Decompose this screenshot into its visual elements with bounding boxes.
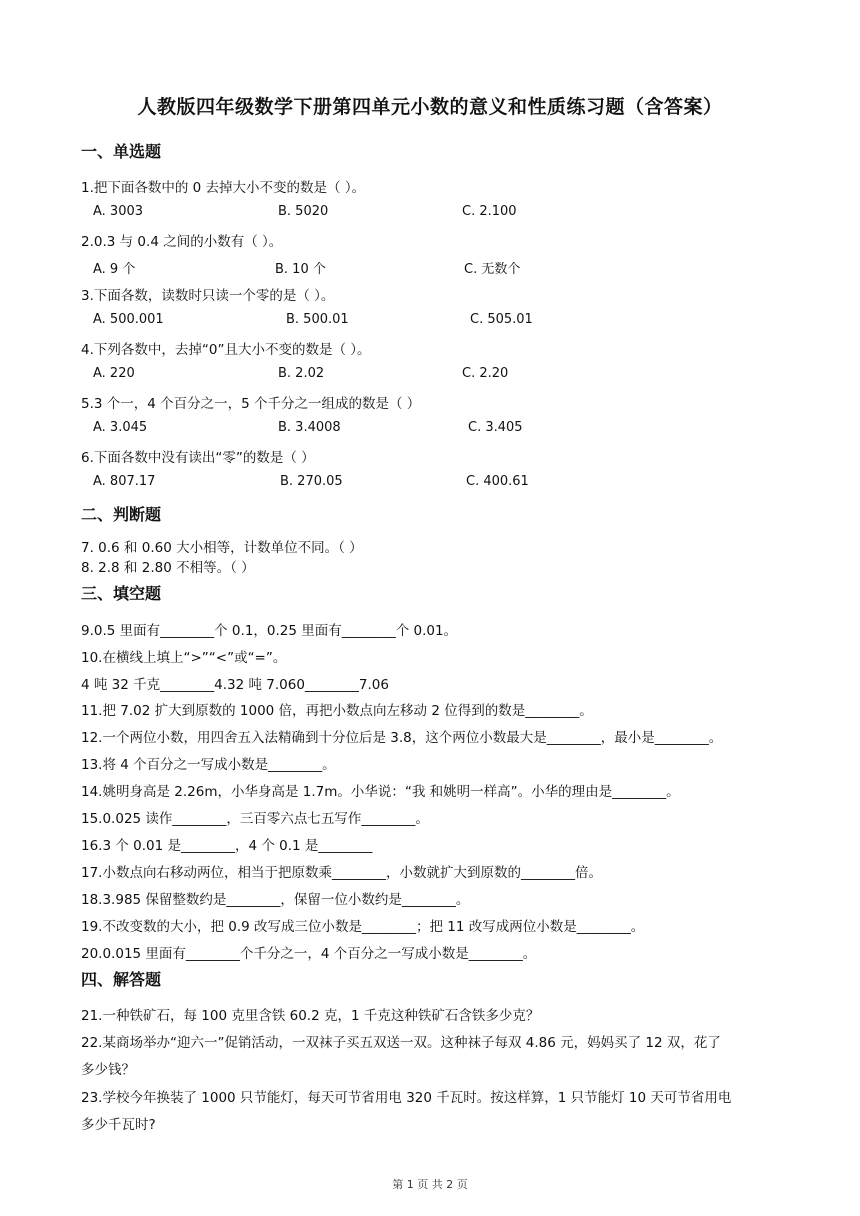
- section-heading-true-false: 二、判断题: [81, 505, 162, 524]
- question-6-option-a: A. 807.17: [93, 474, 156, 489]
- question-20: 20.0.015 里面有________个千分之一，4 个百分之一写成小数是________。: [81, 946, 537, 962]
- question-4: 4.下列各数中，去掉“0”且大小不变的数是（ ）。: [81, 342, 371, 358]
- question-5: 5.3 个一，4 个百分之一，5 个千分之一组成的数是（ ）: [81, 396, 421, 412]
- question-16: 16.3 个 0.01 是________，4 个 0.1 是________: [81, 838, 373, 854]
- question-5-option-a: A. 3.045: [93, 420, 148, 435]
- question-5-option-b: B. 3.4008: [278, 420, 341, 435]
- question-23-continued: 多少千瓦时?: [81, 1117, 156, 1133]
- question-8: 8. 2.8 和 2.80 不相等。（ ）: [81, 560, 255, 576]
- question-15: 15.0.025 读作________，三百零六点七五写作________。: [81, 811, 429, 827]
- question-22: 22.某商场举办“迎六一”促销活动，一双袜子买五双送一双。这种袜子每双 4.86 元，妈妈买了 12 双，花了: [81, 1035, 721, 1051]
- question-21: 21.一种铁矿石，每 100 克里含铁 60.2 克，1 千克这种铁矿石含铁多少克？: [81, 1008, 540, 1024]
- question-1-option-b: B. 5020: [278, 204, 329, 219]
- page-footer: 第 1 页 共 2 页: [392, 1178, 468, 1191]
- section-heading-single-choice: 一、单选题: [81, 142, 162, 161]
- question-5-option-c: C. 3.405: [468, 420, 523, 435]
- question-4-option-b: B. 2.02: [278, 366, 325, 381]
- question-3: 3.下面各数，读数时只读一个零的是（ ）。: [81, 288, 335, 304]
- question-2-option-c: C. 无数个: [464, 262, 521, 277]
- question-22-continued: 多少钱？: [81, 1062, 135, 1078]
- question-13: 13.将 4 个百分之一写成小数是________。: [81, 757, 336, 773]
- question-19: 19.不改变数的大小，把 0.9 改写成三位小数是________；把 11 改写成两位小数是________。: [81, 919, 645, 935]
- question-3-option-a: A. 500.001: [93, 312, 164, 327]
- question-1: 1.把下面各数中的 0 去掉大小不变的数是（ ）。: [81, 180, 366, 196]
- question-18: 18.3.985 保留整数约是________，保留一位小数约是________。: [81, 892, 470, 908]
- section-heading-fill-in: 三、填空题: [81, 584, 162, 603]
- document-title: 人教版四年级数学下册第四单元小数的意义和性质练习题（含答案）: [137, 96, 723, 118]
- section-heading-word-problems: 四、解答题: [81, 970, 162, 989]
- question-17: 17.小数点向右移动两位，相当于把原数乘________，小数就扩大到原数的________倍。: [81, 865, 602, 881]
- question-23: 23.学校今年换装了 1000 只节能灯，每天可节省用电 320 千瓦时。按这样算，1 只节能灯 10 天可节省用电: [81, 1090, 732, 1106]
- question-2-option-b: B. 10 个: [275, 262, 326, 277]
- question-6-option-c: C. 400.61: [466, 474, 529, 489]
- question-1-option-c: C. 2.100: [462, 204, 517, 219]
- question-2: 2.0.3 与 0.4 之间的小数有（ ）。: [81, 234, 283, 250]
- question-2-option-a: A. 9 个: [93, 262, 136, 277]
- question-9: 9.0.5 里面有________个 0.1，0.25 里面有________个 0.01。: [81, 623, 458, 639]
- question-11: 11.把 7.02 扩大到原数的 1000 倍，再把小数点向左移动 2 位得到的数是________。: [81, 703, 593, 719]
- question-12: 12.一个两位小数，用四舍五入法精确到十分位后是 3.8，这个两位小数最大是________，最小是________。: [81, 730, 723, 746]
- question-7: 7. 0.6 和 0.60 大小相等，计数单位不同。（ ）: [81, 540, 363, 556]
- question-10-blanks: 4 吨 32 千克________4.32 吨 7.060________7.06: [81, 677, 389, 693]
- question-6-option-b: B. 270.05: [280, 474, 343, 489]
- question-4-option-a: A. 220: [93, 366, 135, 381]
- question-1-option-a: A. 3003: [93, 204, 144, 219]
- question-10: 10.在横线上填上“>”“<”或“=”。: [81, 650, 287, 666]
- question-6: 6.下面各数中没有读出“零”的数是（ ）: [81, 450, 315, 466]
- question-3-option-b: B. 500.01: [286, 312, 349, 327]
- question-4-option-c: C. 2.20: [462, 366, 509, 381]
- question-14: 14.姚明身高是 2.26m，小华身高是 1.7m。小华说：“我 和姚明一样高”。小华的理由是________。: [81, 784, 680, 800]
- question-3-option-c: C. 505.01: [470, 312, 533, 327]
